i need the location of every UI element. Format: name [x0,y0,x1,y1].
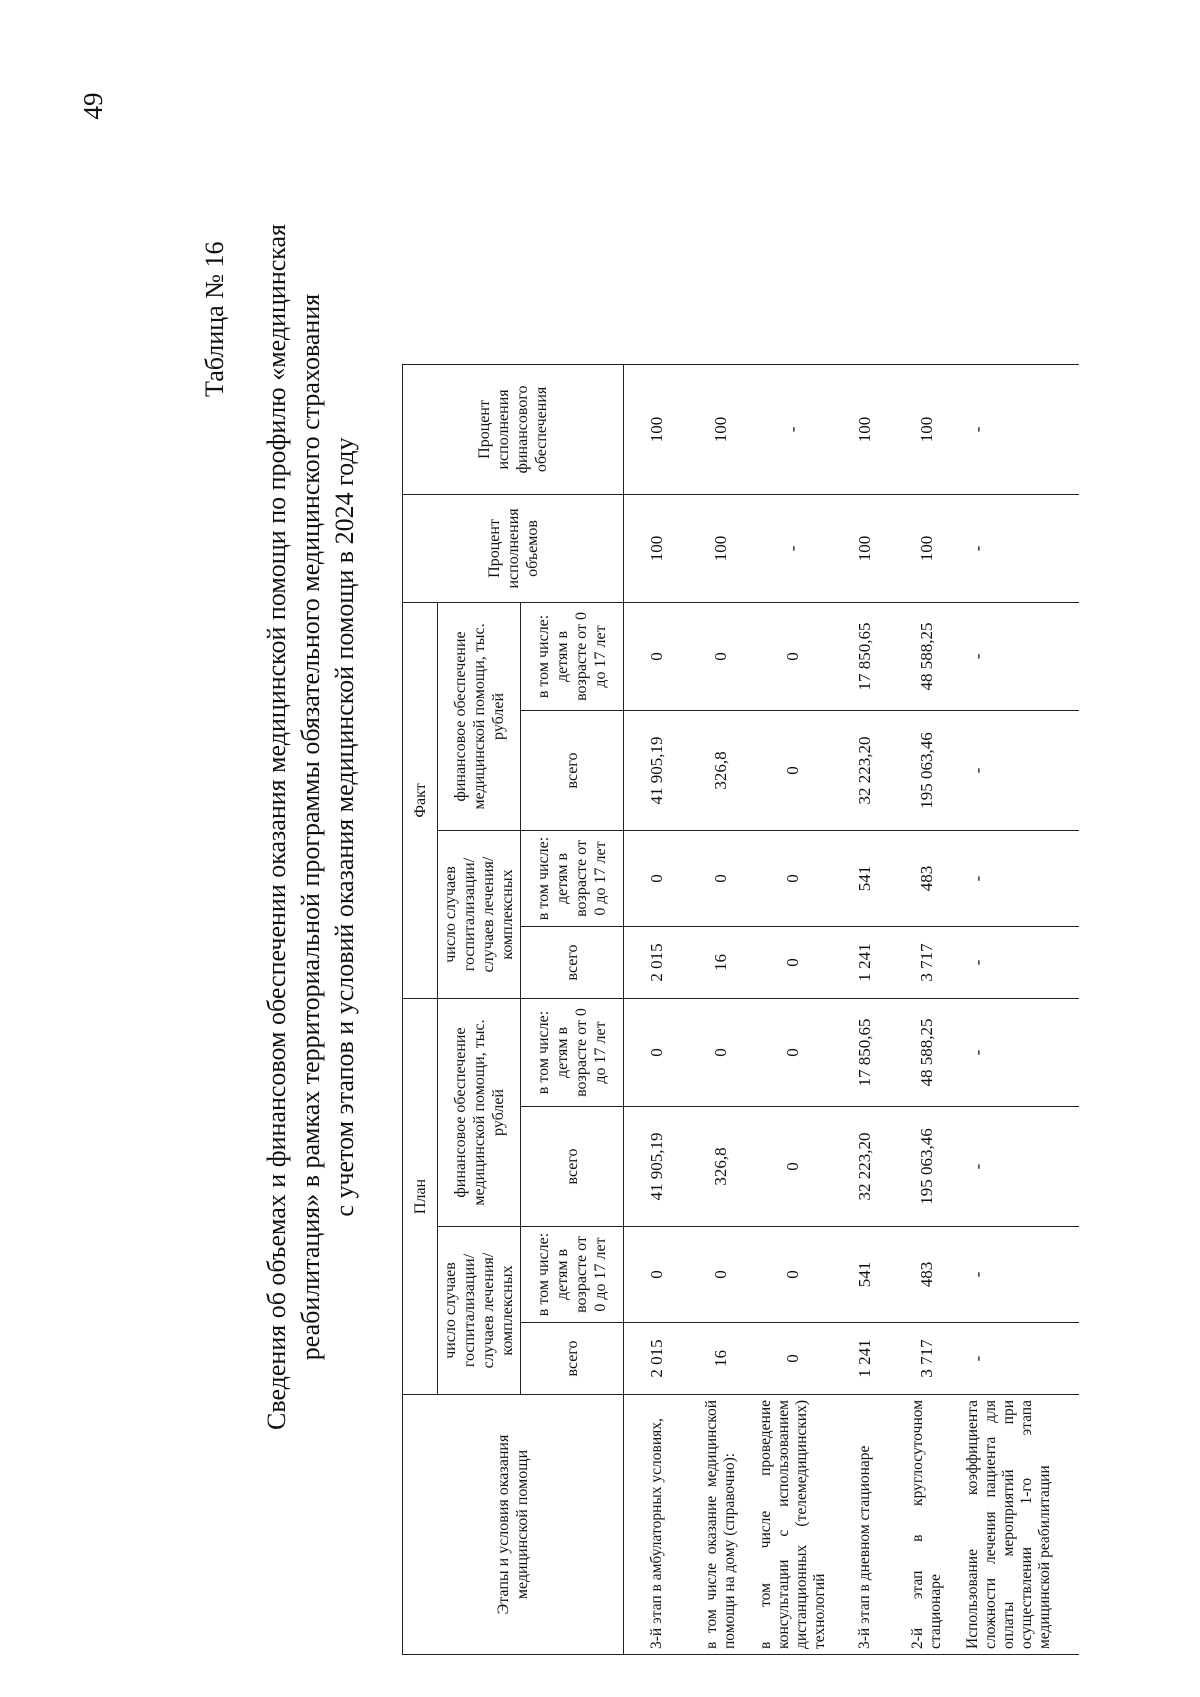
row-stage: 3-й этап в дневном стационаре [834,1395,896,1655]
cell-plan-fin-total: 32 223,20 [834,1107,896,1227]
header-children: в том числе: детям в возрасте от 0 до 17 лет [521,830,624,926]
header-total: всего [521,710,624,830]
cell-fact-cases-children: 0 [690,830,752,926]
cell-fact-cases-total: 16 [690,926,752,998]
cell-plan-fin-total: 0 [752,1107,834,1227]
cell-fact-cases-children: 0 [624,830,691,926]
cell-finance-pct: 100 [896,364,958,494]
cell-finance-pct: - [752,364,834,494]
row-stage: Использование коэффициента сложности лечения пациента для оплаты мероприятий при осуществлении 1-го этапа медицинской реабилитации [958,1395,1079,1655]
cell-plan-fin-total: - [958,1107,1079,1227]
cell-volume-pct: - [752,494,834,602]
table-label: Таблица № 16 [200,241,229,397]
cell-plan-cases-children: 541 [834,1227,896,1323]
cell-fact-fin-children: 0 [752,602,834,710]
header-plan-cases: число случаев госпитализации/ случаев лечения/ комплексных [438,1227,521,1395]
cell-plan-fin-total: 326,8 [690,1107,752,1227]
report-table [402,364,1079,1655]
header-total: всего [521,926,624,998]
table-row [896,364,958,1654]
cell-fact-fin-children: 17 850,65 [834,602,896,710]
cell-plan-fin-children: 0 [690,998,752,1106]
cell-finance-pct: - [958,364,1079,494]
cell-fact-cases-total: 2 015 [624,926,691,998]
cell-fact-cases-children: - [958,830,1079,926]
cell-plan-fin-children: - [958,998,1079,1106]
cell-finance-pct: 100 [834,364,896,494]
header-plan: План [403,998,438,1394]
cell-volume-pct: - [958,494,1079,602]
header-finance-pct: Процент исполнения финансового обеспечения [403,364,624,494]
header-children: в том числе: детям в возрасте от 0 до 17 лет [521,998,624,1106]
header-children: в том числе: детям в возрасте от 0 до 17 лет [521,1227,624,1323]
cell-plan-cases-children: 0 [690,1227,752,1323]
table-body [624,364,1080,1654]
header-children: в том числе: детям в возрасте от 0 до 17 лет [521,602,624,710]
cell-plan-cases-total: 16 [690,1323,752,1395]
cell-fact-fin-total: 41 905,19 [624,710,691,830]
cell-plan-cases-children: - [958,1227,1079,1323]
cell-plan-cases-children: 0 [624,1227,691,1323]
table-row [690,364,752,1654]
cell-volume-pct: 100 [624,494,691,602]
cell-fact-fin-total: 195 063,46 [896,710,958,830]
cell-fact-fin-children: 0 [690,602,752,710]
cell-plan-fin-children: 0 [624,998,691,1106]
cell-plan-cases-total: 1 241 [834,1323,896,1395]
cell-plan-fin-total: 41 905,19 [624,1107,691,1227]
title-line: реабилитация» в рамках территориальной программы обязательного медицинского страхования [296,293,325,1361]
cell-plan-fin-total: 195 063,46 [896,1107,958,1227]
cell-fact-fin-total: 0 [752,710,834,830]
cell-fact-cases-total: 0 [752,926,834,998]
cell-plan-fin-children: 0 [752,998,834,1106]
title-line: с учетом этапов и условий оказания медицинской помощи в 2024 году [330,437,359,1217]
cell-plan-cases-total: 3 717 [896,1323,958,1395]
header-total: всего [521,1107,624,1227]
page-number: 49 [78,92,108,120]
cell-plan-cases-total: 0 [752,1323,834,1395]
cell-finance-pct: 100 [624,364,691,494]
header-volume-pct: Процент исполнения объемов [403,494,624,602]
table-row [834,364,896,1654]
cell-plan-fin-children: 17 850,65 [834,998,896,1106]
cell-fact-fin-total: 326,8 [690,710,752,830]
cell-fact-cases-children: 541 [834,830,896,926]
cell-fact-cases-total: 1 241 [834,926,896,998]
cell-fact-fin-total: 32 223,20 [834,710,896,830]
document-title [260,217,362,1437]
row-stage: 2-й этап в круглосуточном стационаре [896,1395,958,1655]
cell-fact-cases-total: 3 717 [896,926,958,998]
row-stage: 3-й этап в амбулаторных условиях, [624,1395,691,1655]
cell-fact-cases-children: 483 [896,830,958,926]
header-fact-cases: число случаев госпитализации/ случаев лечения/ комплексных [438,830,521,998]
table-row [624,364,691,1654]
cell-volume-pct: 100 [896,494,958,602]
cell-plan-cases-children: 0 [752,1227,834,1323]
cell-plan-cases-children: 483 [896,1227,958,1323]
cell-plan-cases-total: 2 015 [624,1323,691,1395]
cell-fact-cases-children: 0 [752,830,834,926]
table-row [958,364,1079,1654]
cell-volume-pct: 100 [834,494,896,602]
cell-fact-fin-total: - [958,710,1079,830]
cell-fact-fin-children: 0 [624,602,691,710]
header-fact: Факт [403,602,438,998]
cell-fact-cases-total: - [958,926,1079,998]
table-row [752,364,834,1654]
cell-volume-pct: 100 [690,494,752,602]
row-stage: в том числе оказание медицинской помощи на дому (справочно): [690,1395,752,1655]
cell-fact-fin-children: - [958,602,1079,710]
cell-plan-cases-total: - [958,1323,1079,1395]
row-stage: в том числе проведение консультации с использованием дистанционных (телемедицинских) технологий [752,1395,834,1655]
title-line: Сведения об объемах и финансовом обеспечении оказания медицинской помощи по профилю «медицинская [262,223,291,1431]
header-total: всего [521,1323,624,1395]
header-fact-finance: финансовое обеспечение медицинской помощи, тыс. рублей [438,602,521,830]
header-plan-finance: финансовое обеспечение медицинской помощи, тыс. рублей [438,998,521,1226]
cell-finance-pct: 100 [690,364,752,494]
cell-fact-fin-children: 48 588,25 [896,602,958,710]
header-stage: Этапы и условия оказания медицинской помощи [403,1395,624,1655]
cell-plan-fin-children: 48 588,25 [896,998,958,1106]
